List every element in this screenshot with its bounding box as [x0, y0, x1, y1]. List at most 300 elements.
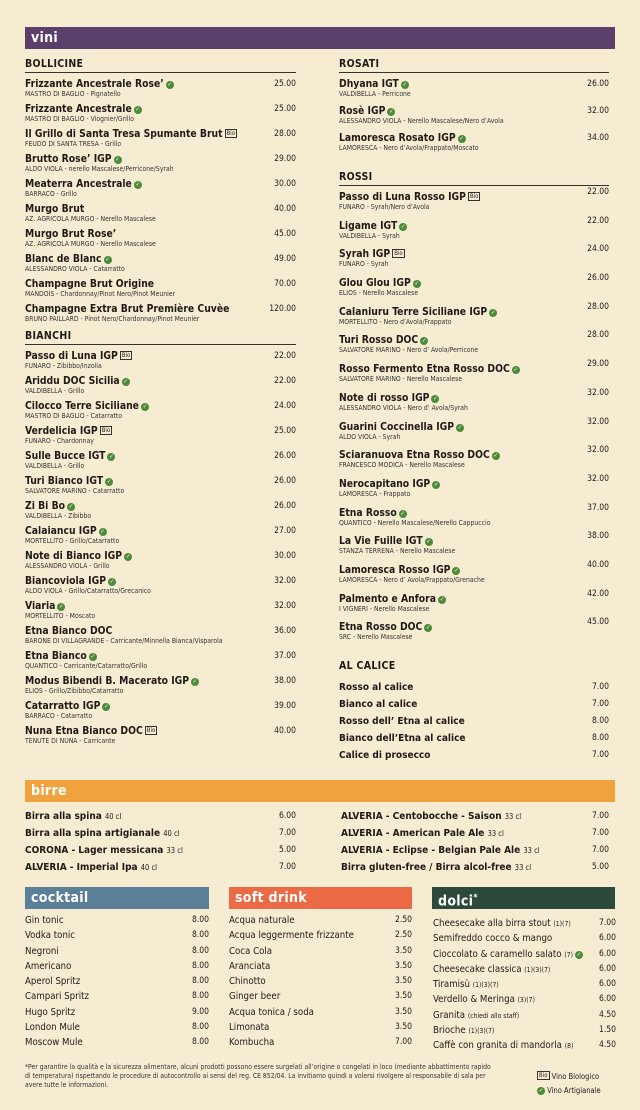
item-size: 33 cl [487, 829, 504, 838]
menu-item [229, 913, 412, 928]
leaf-icon: ✓ [104, 703, 109, 710]
wine-name-text: Murgo Brut Rose’ [25, 228, 117, 240]
leaf-icon: ✓ [90, 653, 96, 660]
menu-item [25, 928, 209, 943]
glass-item [339, 679, 609, 696]
wine-name-text: Frizzante Ancestrale Rose’ [25, 78, 164, 90]
dolci-title: dolci [438, 893, 474, 910]
wine-item: Etna Rosso ✓ QUANTICO - Nerello Mascalese/Nerello Cappuccio 37.00 [339, 502, 609, 527]
wine-name [25, 650, 296, 662]
soft-header [229, 887, 412, 909]
wine-producer: MORTELLITO - Moscato [25, 612, 96, 620]
leaf-icon: ✓ [109, 453, 114, 460]
bianchi-list [25, 350, 296, 750]
cocktail-title: cocktail [31, 890, 89, 906]
wine-name [25, 525, 296, 537]
wine-producer: ALDO VIOLA - Syrah [339, 432, 401, 441]
item-note: (1)(3)(7) [468, 1027, 495, 1036]
item-name: Gin tonic [25, 915, 64, 926]
wine-producer: SALVATORE MARINO - Nerello Mascalese [339, 375, 463, 384]
item-name: Acqua tonica / soda [229, 1006, 314, 1018]
wine-name-text: Nerocapitano IGP [339, 477, 431, 490]
legend-bio-label: Vino Biologico [551, 1072, 600, 1081]
item-name: Bianco dell’Etna al calice [339, 733, 466, 744]
leaf-icon: ✓ [439, 595, 445, 603]
wine-producer: FUNARO - Zibibbo/Inzolia [25, 362, 102, 370]
item-name: Bianco al calice [339, 699, 418, 710]
rosati-heading: ROSATI [339, 58, 609, 73]
menu-item [229, 1005, 412, 1020]
wine-name [25, 575, 296, 587]
wine-name-text: La Vie Fuille IGT [339, 535, 423, 548]
wine-price: 22.00 [274, 351, 296, 361]
leaf-icon: ✓ [402, 81, 408, 88]
item-price: 3.50 [394, 945, 412, 956]
beer-item [25, 808, 296, 825]
wine-producer: ELIOS - Grillo/Zibibbo/Catarratto [25, 687, 124, 695]
leaf-icon: ✓ [135, 106, 141, 113]
wine-name [339, 306, 609, 318]
wine-producer: QUANTICO - Carricante/Catarratto/Grillo [25, 662, 148, 670]
birre-right-list [341, 808, 609, 876]
wine-name [339, 277, 609, 289]
wine-item [25, 78, 296, 103]
wine-name [25, 375, 296, 387]
item-name: Aranciata [229, 960, 271, 972]
bollicine-list [25, 78, 296, 328]
menu-item [433, 1023, 616, 1038]
wine-item [25, 400, 296, 425]
wine-price: 25.00 [274, 104, 296, 114]
wine-name-text: Etna Rosso [339, 506, 397, 519]
rossi-heading: ROSSI [339, 171, 609, 186]
item-name: Aperol Spritz [25, 976, 81, 988]
leaf-icon: ✓ [538, 1087, 544, 1094]
wine-name [25, 725, 296, 737]
leaf-icon: ✓ [401, 222, 406, 230]
dolci-list [433, 916, 616, 1054]
wine-item [25, 650, 296, 675]
item-name: Limonata [229, 1022, 270, 1034]
wine-producer: STANZA TERRENA - Nerello Mascalese [339, 547, 456, 556]
menu-item [25, 913, 209, 928]
wine-price: 28.00 [274, 129, 296, 139]
wine-name [25, 303, 296, 315]
wine-item [25, 128, 296, 153]
item-price: 5.00 [591, 862, 609, 872]
item-name: Granita [433, 1009, 466, 1021]
item-price: 7.00 [598, 918, 616, 928]
item-name: Moscow Mule [25, 1037, 83, 1049]
wine-price: 40.00 [274, 204, 296, 214]
wine-item: Sciaranuova Etna Rosso DOC ✓ FRANCESCO MODICA - Nerello Mascalese 32.00 [339, 445, 609, 470]
item-price: 3.50 [394, 976, 412, 987]
wine-item [25, 725, 296, 750]
item-name: Americano [25, 960, 72, 972]
item-name: Cioccolato & caramello salato [433, 948, 562, 960]
leaf-icon: ✓ [106, 478, 112, 485]
wine-name [339, 191, 609, 203]
menu-item [433, 947, 616, 962]
wine-name-text: Rosso Fermento Etna Rosso DOC [339, 363, 510, 376]
wine-name [25, 400, 296, 412]
wine-name [339, 421, 609, 433]
menu-item [25, 989, 209, 1004]
item-price: 8.00 [191, 930, 209, 941]
leaf-icon: ✓ [459, 135, 464, 142]
item-name: Campari Spritz [25, 991, 89, 1003]
wine-producer: VALDIBELLA - Syrah [339, 231, 400, 240]
bio-badge: Bio [101, 427, 111, 434]
wine-name-text: Lamoresca Rosso IGP [339, 563, 451, 576]
wine-producer: VALDIBELLA - Grillo [25, 462, 85, 470]
soft-title: soft drink [235, 890, 307, 906]
wine-name-text: Blanc de Blanc [25, 253, 102, 265]
wine-item [25, 278, 296, 303]
wine-name [25, 550, 296, 562]
legend-bio [535, 1070, 601, 1084]
wine-price: 36.00 [274, 626, 296, 636]
item-price: 6.00 [598, 979, 616, 990]
wine-item [25, 700, 296, 725]
item-name: Acqua naturale [229, 915, 295, 926]
calice-list [339, 679, 609, 764]
wine-item [25, 475, 296, 500]
wine-producer: MANDOIS - Chardonnay/Pinot Nero/Pinot Meunier [25, 290, 176, 298]
leaf-icon: ✓ [454, 566, 459, 574]
item-note: (1)(3)(7) [524, 965, 551, 974]
beer-item [25, 825, 296, 842]
menu-item [433, 1038, 616, 1053]
wine-producer: AZ. AGRICOLA MURGO - Nerello Mascalese [25, 215, 156, 223]
item-price: 8.00 [591, 733, 609, 743]
wine-name [25, 450, 296, 462]
item-size: 33 cl [523, 846, 540, 855]
item-size: 40 cl [163, 829, 180, 838]
wine-item [25, 228, 296, 253]
glass-item [339, 747, 609, 764]
wine-name-text: Calaiancu IGP [25, 525, 97, 537]
wine-price: 22.00 [274, 376, 296, 386]
wine-producer: MASTRO DI BAGLIO - Catarratto [25, 412, 122, 420]
wine-price: 24.00 [274, 401, 296, 411]
leaf-icon: ✓ [192, 678, 198, 685]
item-price: 8.00 [191, 991, 209, 1002]
rossi-list [339, 187, 609, 650]
wine-item: Nerocapitano IGP ✓ LAMORESCA - Frappato 32.00 [339, 473, 609, 498]
item-note: (3)(7) [517, 996, 535, 1005]
wine-name-text: Murgo Brut [25, 203, 85, 215]
item-name: ALVERIA - American Pale Ale [341, 828, 485, 839]
wine-item [25, 178, 296, 203]
wine-item [25, 425, 296, 450]
dolci-header [432, 887, 615, 909]
item-price: 8.00 [191, 945, 209, 956]
wine-item: Syrah IGP Bio FUNARO - Syrah 24.00 [339, 244, 609, 269]
item-name: Rosso al calice [339, 682, 414, 693]
wine-item: Rosso Fermento Etna Rosso DOC ✓ SALVATORE MARINO - Nerello Mascalese 29.00 [339, 359, 609, 384]
legend-leaf [535, 1084, 601, 1098]
item-price: 7.00 [591, 699, 609, 709]
wine-producer: VALDIBELLA - Perricone [339, 90, 411, 98]
menu-item [25, 959, 209, 974]
leaf-icon: ✓ [167, 81, 173, 88]
item-name: Hugo Spritz [25, 1006, 76, 1018]
item-price: 8.00 [191, 960, 209, 971]
item-name: Birra alla spina artigianale [25, 828, 161, 839]
wine-name [339, 105, 609, 117]
leaf-icon: ✓ [513, 366, 519, 374]
item-name: Chinotto [229, 976, 266, 988]
wine-price: 32.00 [274, 576, 296, 586]
wine-item [25, 350, 296, 375]
leaf-icon: ✓ [493, 452, 499, 460]
wine-price: 26.00 [587, 79, 609, 89]
wine-name-text: Dhyana IGT [339, 78, 399, 90]
item-price: 7.00 [591, 750, 609, 760]
leaf-icon: ✓ [59, 603, 64, 610]
item-note: (chiedi allo staff) [467, 1011, 520, 1020]
wine-price: 70.00 [274, 279, 296, 289]
wine-item [25, 600, 296, 625]
item-price: 7.00 [591, 811, 609, 821]
wine-name [25, 78, 296, 90]
wine-name [25, 625, 296, 637]
wine-price: 45.00 [274, 229, 296, 239]
birre-header [25, 780, 615, 802]
menu-item [229, 1035, 412, 1050]
wine-name-text: Champagne Extra Brut Première Cuvèe [25, 303, 230, 315]
bio-badge: Bio [121, 352, 131, 359]
leaf-icon: ✓ [576, 950, 582, 958]
wine-producer: MASTRO DI BAGLIO - Pignatello [25, 90, 121, 98]
item-size: 33 cl [504, 812, 522, 821]
leaf-icon: ✓ [115, 156, 120, 163]
wine-price: 120.00 [269, 304, 296, 314]
wine-item [25, 675, 296, 700]
item-name: Semifreddo cocco & mango [433, 933, 553, 945]
item-name: Kombucha [229, 1037, 275, 1049]
menu-item [433, 916, 616, 931]
wine-item [25, 103, 296, 128]
beer-item [341, 808, 609, 825]
wine-name [25, 500, 296, 512]
rosati-list [339, 78, 609, 159]
wine-item: Palmento e Anfora ✓ I VIGNERI - Nerello Mascalese 42.00 [339, 588, 609, 613]
item-name: Verdello & Meringa [433, 994, 515, 1006]
wine-name-text: Sulle Bucce IGT [25, 450, 106, 462]
wine-name-text: Turi Bianco IGT [25, 475, 104, 487]
wine-producer: ALDO VIOLA - Grillo/Catarratto/Grecanico [25, 587, 151, 595]
item-price: 8.00 [191, 1037, 209, 1048]
wine-item: Passo di Luna Rosso IGP Bio FUNARO - Syrah/Nero d’Avola 22.00 [339, 187, 609, 211]
item-price: 6.00 [598, 948, 616, 959]
wine-name [25, 425, 296, 437]
wine-name [339, 392, 609, 404]
wine-producer: ALESSANDRO VIOLA - Catarratto [25, 265, 125, 273]
wine-producer: FEUDO DI SANTA TRESA - Grillo [25, 140, 122, 148]
menu-item [229, 989, 412, 1004]
item-size: 33 cl [166, 846, 183, 855]
wine-price: 27.00 [274, 526, 296, 536]
allergen-footnote: *Per garantire la qualità e la sicurezza alimentare, alcuni prodotti possono essere surgelati all’origine o congelati in loco (mediante abbattimento rapido di temperatura) rispettando le procedure di autocontrollo ai sensi del reg. CE 852/04. La invitiamo quindi a volersi rivolgere al responsabile di sala per avere tutte le informazioni. [25, 1063, 491, 1089]
wine-name [339, 507, 609, 519]
leaf-icon: ✓ [135, 181, 141, 188]
wine-name [339, 248, 609, 260]
wine-item: Calaniuru Terre Siciliane IGP ✓ MORTELLITO - Nero d’Avola/Frappato 28.00 [339, 301, 609, 326]
wine-producer: FUNARO - Chardonnay [25, 437, 94, 445]
menu-item [229, 944, 412, 959]
leaf-icon: ✓ [490, 308, 496, 316]
wine-name [25, 475, 296, 487]
menu-item [229, 974, 412, 989]
item-name: Brioche [433, 1025, 466, 1037]
wine-name-text: Guarini Coccinella IGP [339, 420, 455, 433]
item-name: Birra alla spina [25, 811, 102, 822]
leaf-icon: ✓ [426, 538, 431, 546]
wine-price: 37.00 [274, 651, 296, 661]
wine-producer: ALDO VIOLA - nerello Mascalese/Perricone/Syrah [25, 165, 174, 173]
wine-producer: BARRACO - Catarratto [25, 712, 93, 720]
wine-price: 39.00 [274, 701, 296, 711]
wine-name-text: Ariddu DOC Sicilia [25, 375, 120, 387]
wine-item [25, 203, 296, 228]
wine-item: Etna Rosso DOC ✓ SRC - Nerello Mascalese 45.00 [339, 617, 609, 642]
wine-name [339, 593, 609, 605]
wine-producer: LAMORESCA - Nero d’Avola/Frappato/Moscato [339, 144, 479, 152]
item-price: 6.00 [278, 811, 296, 821]
item-name: ALVERIA - Imperial Ipa [25, 862, 138, 873]
wine-name [25, 700, 296, 712]
wine-producer: LAMORESCA - Frappato [339, 489, 411, 498]
wine-right-column [339, 58, 609, 764]
wine-name-text: Biancoviola IGP [25, 575, 106, 587]
wine-name [25, 228, 296, 240]
wine-price: 40.00 [274, 726, 296, 736]
leaf-icon: ✓ [125, 553, 131, 560]
menu-item [229, 1020, 412, 1035]
wine-price: 32.00 [274, 601, 296, 611]
wine-producer: AZ. AGRICOLA MURGO - Nerello Mascalese [25, 240, 156, 248]
wine-name-text: Champagne Brut Origine [25, 278, 155, 290]
wine-item [25, 450, 296, 475]
item-name: Acqua leggermente frizzante [229, 930, 354, 942]
legend-leaf-label: Vino Artigianale [547, 1086, 601, 1095]
cocktail-list [25, 913, 209, 1051]
item-name: Calice di prosecco [339, 750, 431, 761]
wine-item [25, 625, 296, 650]
wine-name-text: Syrah IGP [339, 248, 391, 261]
wine-name [25, 350, 296, 362]
wine-name [339, 78, 609, 90]
item-price: 6.00 [598, 933, 616, 944]
leaf-icon: ✓ [100, 528, 105, 535]
wine-producer: ALESSANDRO VIOLA - Grillo [25, 562, 110, 570]
glass-item [339, 696, 609, 713]
vini-title: vini [31, 30, 59, 46]
bio-badge: Bio [469, 193, 479, 200]
beer-item [341, 825, 609, 842]
leaf-icon: ✓ [414, 280, 420, 288]
menu-item [25, 1005, 209, 1020]
wine-producer: MORTELLITO - Nero d’Avola/Frappato [339, 317, 452, 326]
wine-item: La Vie Fuille IGT ✓ STANZA TERRENA - Nerello Mascalese 38.00 [339, 531, 609, 556]
wine-name-text: Rosè IGP [339, 105, 386, 117]
item-name: Negroni [25, 945, 59, 957]
wine-producer: BRUNO PAILLARD - Pinot Nero/Chardonnay/Pinot Meunier [25, 315, 200, 323]
wine-name-text: Note di Bianco IGP [25, 550, 123, 562]
menu-item [433, 992, 616, 1007]
wine-name [339, 220, 609, 232]
wine-name-text: Palmento e Anfora [339, 592, 436, 605]
wine-name [25, 153, 296, 165]
wine-item: Ligame IGT ✓ VALDIBELLA - Syrah 22.00 [339, 215, 609, 240]
beer-item [341, 859, 609, 876]
leaf-icon: ✓ [433, 394, 438, 402]
wine-name-text: Frizzante Ancestrale [25, 103, 132, 115]
wine-producer: VALDIBELLA - Grillo [25, 387, 85, 395]
item-name: Birra gluten-free / Birra alcol-free [341, 862, 512, 873]
wine-item: Guarini Coccinella IGP ✓ ALDO VIOLA - Syrah 32.00 [339, 416, 609, 441]
item-price: 6.00 [598, 994, 616, 1005]
wine-name [25, 600, 296, 612]
wine-name-text: Il Grillo di Santa Tresa Spumante Brut [25, 128, 223, 140]
item-name: Coca Cola [229, 945, 273, 957]
item-price: 6.00 [598, 963, 616, 974]
wine-name-text: Sciaranuova Etna Rosso DOC [339, 449, 490, 462]
wine-name [25, 178, 296, 190]
wine-item [339, 132, 609, 159]
item-price: 7.00 [591, 828, 609, 838]
item-note: (1)(3)(7) [472, 981, 499, 990]
wine-name [339, 449, 609, 461]
menu-item [25, 1035, 209, 1050]
wine-item: Note di rosso IGP ✓ ALESSANDRO VIOLA - Nero d’ Avola/Syrah 32.00 [339, 387, 609, 412]
wine-item [339, 78, 609, 105]
wine-name-text: Etna Rosso DOC [339, 621, 423, 634]
item-price: 4.50 [598, 1040, 616, 1051]
beer-item [25, 859, 296, 876]
menu-item [25, 1020, 209, 1035]
wine-name-text: Passo di Luna IGP [25, 350, 118, 362]
wine-left-column [25, 58, 296, 750]
item-note: (8) [564, 1042, 574, 1051]
wine-item: Turi Rosso DOC ✓ SALVATORE MARINO - Nero d’ Avola/Perricone 28.00 [339, 330, 609, 355]
bio-badge: Bio [394, 250, 403, 258]
legend [535, 1070, 601, 1098]
wine-price: 26.00 [274, 451, 296, 461]
wine-producer: SALVATORE MARINO - Catarratto [25, 487, 125, 495]
leaf-icon: ✓ [421, 337, 427, 345]
leaf-icon: ✓ [433, 480, 439, 488]
item-name: ALVERIA - Centobocche - Saison [341, 811, 502, 822]
menu-item [229, 928, 412, 943]
wine-item [25, 525, 296, 550]
wine-price: 49.00 [274, 254, 296, 264]
item-price: 3.50 [394, 1022, 412, 1033]
leaf-icon: ✓ [109, 578, 115, 585]
wine-name-text: Calaniuru Terre Siciliane IGP [339, 305, 488, 318]
wine-name-text: Brutto Rose’ IGP [25, 153, 112, 165]
leaf-icon: ✓ [389, 108, 394, 115]
wine-price: 25.00 [274, 426, 296, 436]
leaf-icon: ✓ [426, 624, 431, 632]
wine-name-text: Zi Bi Bo [25, 500, 65, 512]
beer-item [341, 842, 609, 859]
item-price: 7.00 [394, 1037, 412, 1048]
wine-name-text: Meaterra Ancestrale [25, 178, 132, 190]
wine-producer: SRC - Nerello Mascalese [339, 633, 413, 642]
